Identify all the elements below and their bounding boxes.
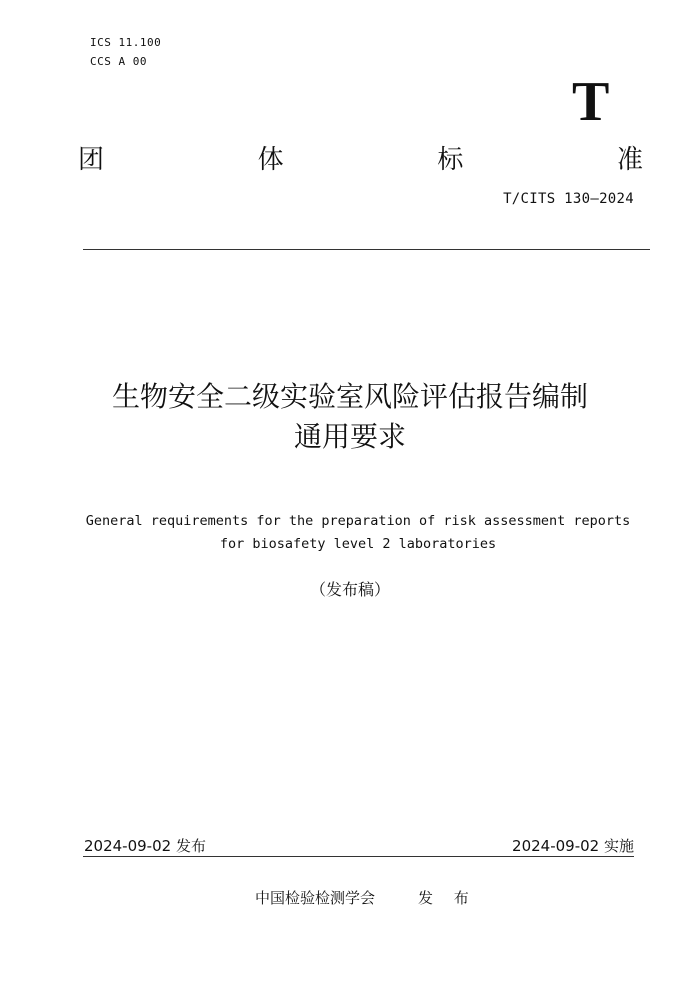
- standard-type-char: 团: [78, 145, 105, 175]
- standard-type-char: 准: [616, 145, 643, 175]
- ics-code: ICS 11.100: [90, 36, 162, 49]
- standard-type-heading: [78, 142, 643, 178]
- title-english: [0, 510, 700, 556]
- publish-label: 发 布: [418, 889, 477, 907]
- footer-divider: [83, 856, 634, 857]
- standard-mark: T: [572, 71, 610, 133]
- standard-type-char: 标: [437, 145, 464, 175]
- standard-type-char: 体: [257, 145, 284, 175]
- document-number: T/CITS 130—2024: [503, 191, 634, 207]
- title-english-line: General requirements for the preparation of risk assessment reports: [85, 513, 631, 529]
- title-chinese: [0, 377, 700, 457]
- header-divider: [83, 249, 650, 250]
- publisher-name: 中国检验检测学会: [255, 889, 376, 907]
- title-chinese-line: 生物安全二级实验室风险评估报告编制: [111, 380, 588, 413]
- ccs-code: CCS A 00: [90, 55, 147, 68]
- issue-date: 2024-09-02 发布: [84, 837, 206, 855]
- title-chinese-line: 通用要求: [293, 420, 406, 453]
- title-english-line: for biosafety level 2 laboratories: [219, 536, 497, 552]
- release-stage: （发布稿）: [309, 580, 390, 599]
- implementation-date: 2024-09-02 实施: [512, 837, 634, 855]
